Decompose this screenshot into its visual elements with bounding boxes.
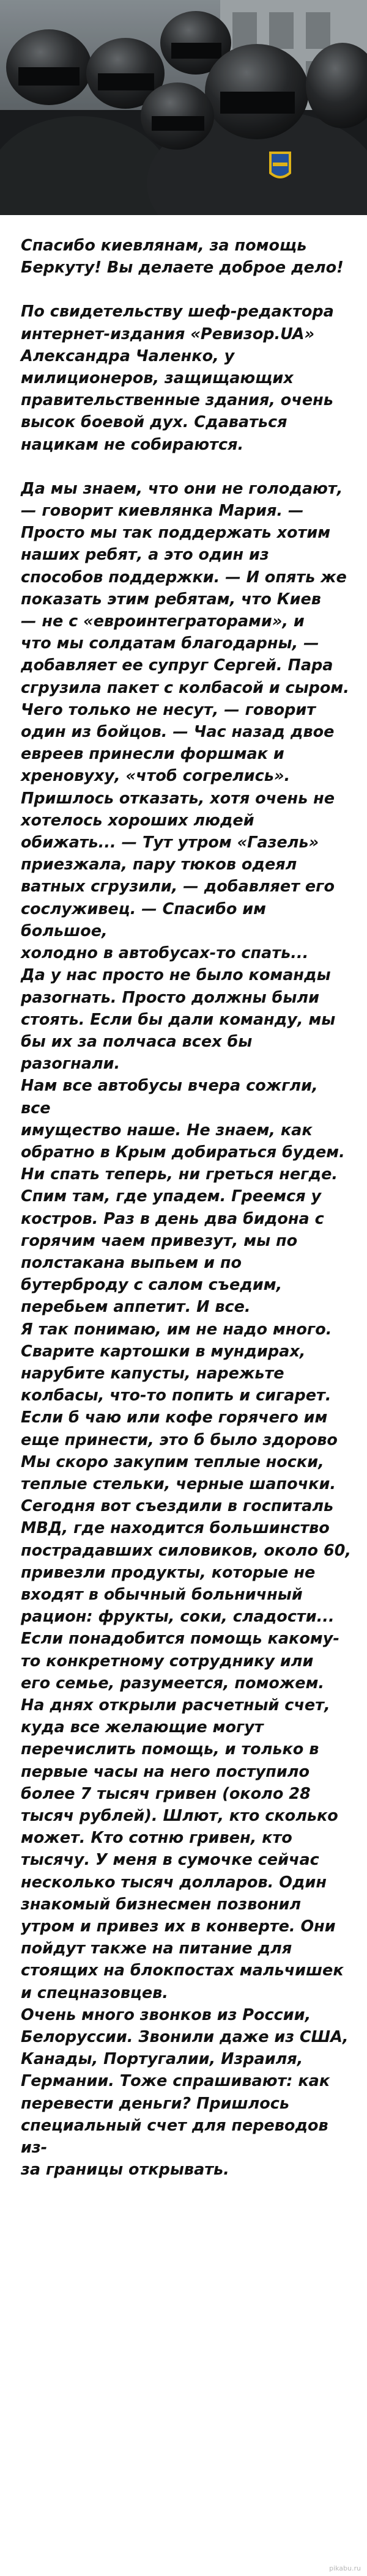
article-paragraph: По свидетельству шеф-редактора интернет-издания «Ревизор.UA» Александра Чаленко, у милиционеров, защищающих правительственные здания, очень высок боевой дух. Сдаваться нацикам не собираются.	[21, 302, 334, 454]
riot-police-photo	[0, 0, 367, 215]
article-paragraph: Да мы знаем, что они не голодают, — говорит киевлянка Мария. — Просто мы так поддержать хотим наших ребят, а это один из способов поддержки. — И опять же показать этим ребятам, что Киев — не с «евроинтеграторами», и что мы солдатам благодарны, — добавляет ее супруг Сергей. Пара сгрузила пакет с колбасой и сыром. Чего только не несут, — говорит один из бойцов. — Час назад двое евреев принесли форшмак и хреновуху, «чтоб согрелись». Пришлось отказать, хотя очень не хотелось хороших людей обижать... — Тут утром «Газель» приезжала, пару тюков одеял ватных сгрузили, — добавляет его сослуживец. — Спасибо им большое, холодно в автобусах-то спать... Да у нас просто не было команды разогнать. Просто должны были стоять. Если бы дали команду, мы бы их за полчаса всех бы разогнали. Нам все автобусы вчера сожгли, все имущество наше. Не знаем, как обратно в Крым добираться будем. Ни спать теперь, ни греться негде. Спим там, где упадем. Греемся у костров. Раз в день два бидона с горячим чаем привезут, мы по полстакана выпьем и по бутерброду с салом съедим, перебьем аппетит. И все. Я так понимаю, им не надо много. Сварите картошки в мундирах, нарубите капусты, нарежьте колбасы, что-то попить и сигарет. Если б чаю или кофе горячего им еще принести, это б было здорово Мы скоро закупим теплые носки, теплые стельки, черные шапочки. Сегодня вот съездили в госпиталь МВД, где находится большинство пострадавших силовиков, около 60, привезли продукты, которые не входят в обычный больничный рацион: фрукты, соки, сладости... Если понадобится помощь какому- то конкретному сотруднику или его семье, разумеется, поможем. На днях открыли расчетный счет, куда все желающие могут перечислить помощь, и только в первые часы на него поступило более 7 тысяч гривен (около 28 тысяч рублей). Шлют, кто сколько может. Кто сотню гривен, кто тысячу. У меня в сумочке сейчас несколько тысяч долларов. Один знакомый бизнесмен позвонил утром и привез их в конверте. Они пойдут также на питание для стоящих на блокпостах мальчишек и спецназовцев. Очень много звонков из России, Белоруссии. Звонили даже из США, Канады, Португалии, Израиля, Германии. Тоже спрашивают: как перевести деньги? Пришлось специальный счет для переводов из- за границы открывать.	[21, 479, 352, 2179]
article-text	[21, 235, 351, 2181]
site-watermark: pikabu.ru	[329, 2564, 361, 2572]
photo-illustration	[0, 0, 367, 215]
article-paragraph: Спасибо киевлянам, за помощь Беркуту! Вы делаете доброе дело!	[21, 236, 344, 277]
